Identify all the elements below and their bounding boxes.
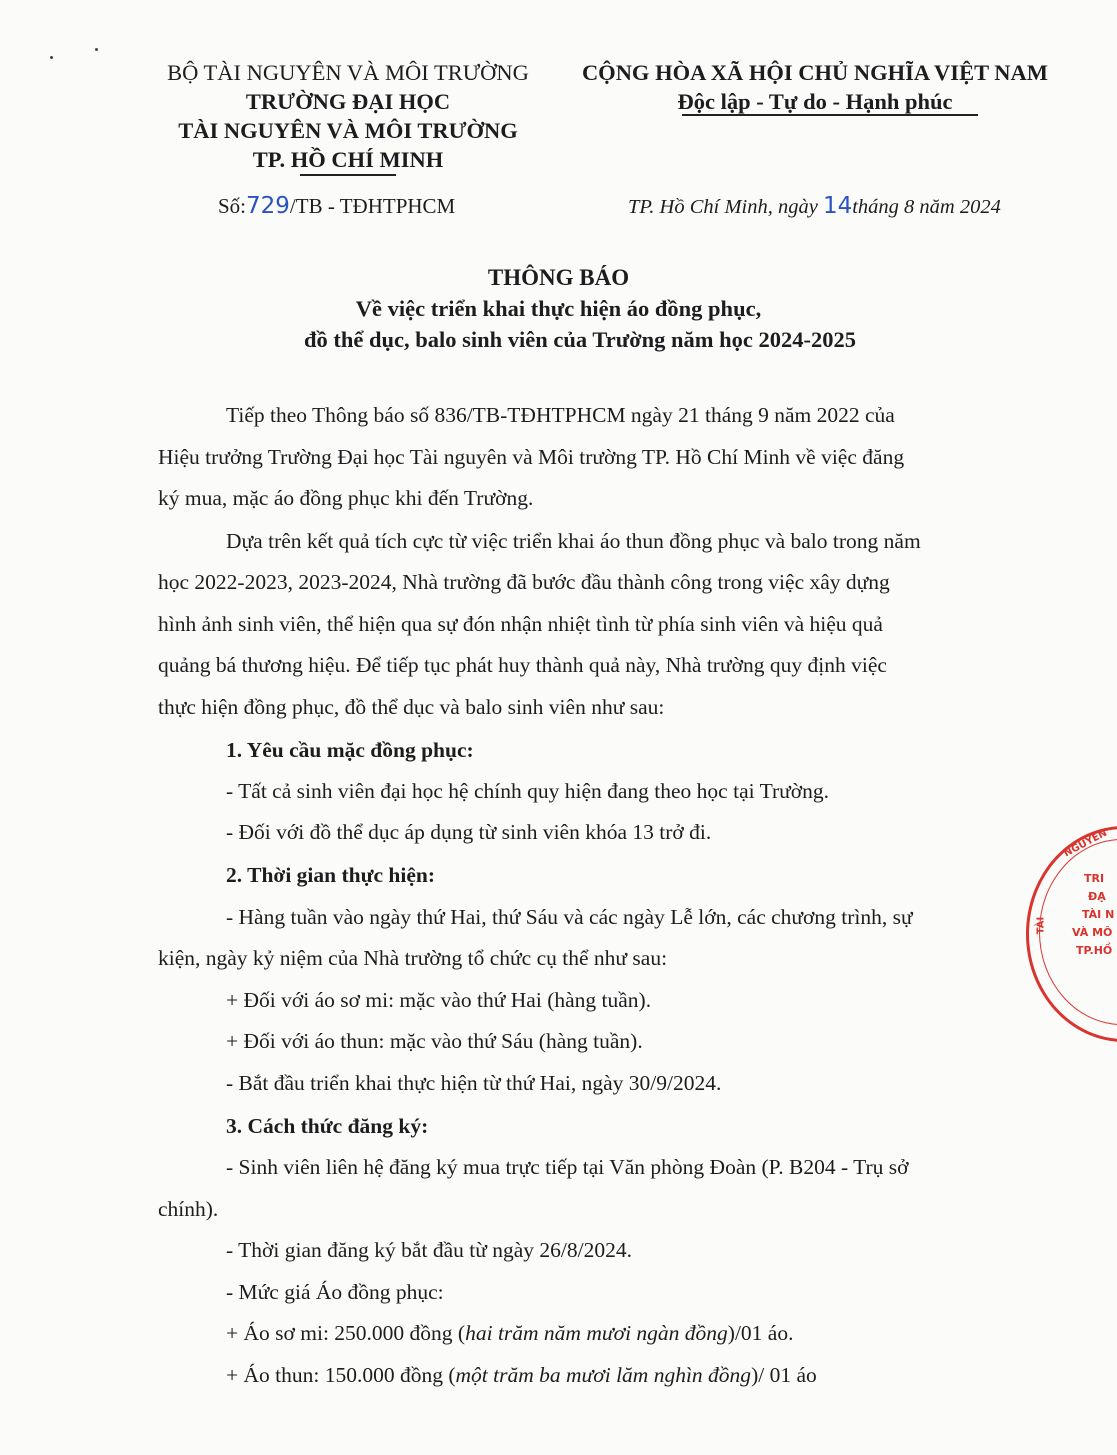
speck <box>95 48 98 51</box>
paragraph2-line3: hình ảnh sinh viên, thể hiện qua sự đón nhận nhiệt tình từ phía sinh viên và hiệu quả <box>158 612 883 636</box>
price-tshirt-post: )/ 01 áo <box>751 1363 817 1387</box>
price-tshirt-pre: + Áo thun: 150.000 đồng ( <box>226 1363 456 1387</box>
paragraph2-line1: Dựa trên kết quả tích cực từ việc triển khai áo thun đồng phục và balo trong năm <box>226 529 921 553</box>
price-shirt-post: )/01 áo. <box>727 1321 794 1345</box>
section2-item-a-line1: - Hàng tuần vào ngày thứ Hai, thứ Sáu và các ngày Lễ lớn, các chương trình, sự <box>226 905 913 929</box>
notice-title: THÔNG BÁO <box>487 265 630 290</box>
school-name-line1: TRƯỜNG ĐẠI HỌC <box>245 89 451 114</box>
paragraph1-line3: ký mua, mặc áo đồng phục khi đến Trường. <box>158 486 534 510</box>
ministry-name: BỘ TÀI NGUYÊN VÀ MÔI TRƯỜNG <box>167 60 529 85</box>
section2-heading: 2. Thời gian thực hiện: <box>226 863 435 887</box>
section1-item-b: - Đối với đồ thể dục áp dụng từ sinh viên khóa 13 trở đi. <box>226 820 712 844</box>
official-stamp <box>1020 820 1117 1050</box>
price-shirt-pre: + Áo sơ mi: 250.000 đồng ( <box>226 1321 466 1345</box>
notice-subtitle-line2: đồ thể dục, balo sinh viên của Trường năm học 2024-2025 <box>303 327 857 352</box>
price-shirt-words: hai trăm năm mươi ngàn đồng <box>465 1321 728 1345</box>
stamp-ring-top: NGUYÊN <box>1062 827 1109 860</box>
section3-heading: 3. Cách thức đăng ký: <box>226 1114 429 1138</box>
section2-item-c: + Đối với áo thun: mặc vào thứ Sáu (hàng tuần). <box>226 1029 643 1053</box>
motto-underline <box>682 114 978 116</box>
section2-item-a-line2: kiện, ngày kỷ niệm của Nhà trường tổ chức cụ thể như sau: <box>158 946 668 970</box>
section3-item-c: - Mức giá Áo đồng phục: <box>226 1280 444 1304</box>
date-suffix: tháng 8 năm 2024 <box>852 196 1001 218</box>
stamp-line2: ĐẠ <box>1088 890 1106 903</box>
notice-subtitle-line1: Về việc triển khai thực hiện áo đồng phục, <box>355 296 762 321</box>
stamp-line4: VÀ MÔ <box>1072 926 1113 939</box>
school-name-line3: TP. HỒ CHÍ MINH <box>252 147 444 172</box>
header-underline-left <box>300 174 396 176</box>
country-name: CỘNG HÒA XÃ HỘI CHỦ NGHĨA VIỆT NAM <box>581 60 1049 85</box>
paragraph1-line2: Hiệu trưởng Trường Đại học Tài nguyên và Môi trường TP. Hồ Chí Minh về việc đăng <box>158 445 905 469</box>
paragraph2-line5: thực hiện đồng phục, đồ thể dục và balo sinh viên như sau: <box>158 695 665 719</box>
document-number <box>218 193 455 219</box>
speck <box>50 56 53 59</box>
school-name-line2: TÀI NGUYÊN VÀ MÔI TRƯỜNG <box>178 118 518 143</box>
stamp-line3: TÀI N <box>1082 908 1115 921</box>
section3-item-d <box>226 1321 793 1346</box>
motto: Độc lập - Tự do - Hạnh phúc <box>677 89 953 114</box>
doc-number-suffix: /TB - TĐHTPHCM <box>289 194 456 218</box>
document-date <box>628 193 1001 219</box>
date-day-handwritten: 14 <box>822 193 853 219</box>
paragraph1-line1: Tiếp theo Thông báo số 836/TB-TĐHTPHCM ngày 21 tháng 9 năm 2022 của <box>226 403 895 427</box>
stamp-ring-left: TÀI <box>1035 916 1047 935</box>
paragraph2-line2: học 2022-2023, 2023-2024, Nhà trường đã bước đầu thành công trong việc xây dựng <box>158 570 890 594</box>
section3-item-e <box>226 1363 817 1388</box>
date-prefix: TP. Hồ Chí Minh, ngày <box>628 196 823 218</box>
doc-number-prefix: Số: <box>218 194 247 218</box>
section3-item-a-line2: chính). <box>158 1197 219 1221</box>
section3-item-b: - Thời gian đăng ký bắt đầu từ ngày 26/8/2024. <box>226 1238 632 1262</box>
stamp-line5: TP.HỒ <box>1076 944 1113 957</box>
section1-item-a: - Tất cả sinh viên đại học hệ chính quy hiện đang theo học tại Trường. <box>226 779 830 803</box>
doc-number-handwritten: 729 <box>246 193 290 219</box>
stamp-line1: TRI <box>1084 872 1105 885</box>
section2-item-d: - Bắt đầu triển khai thực hiện từ thứ Hai, ngày 30/9/2024. <box>226 1071 722 1095</box>
price-tshirt-words: một trăm ba mươi lăm nghìn đồng <box>455 1363 752 1387</box>
section3-item-a-line1: - Sinh viên liên hệ đăng ký mua trực tiếp tại Văn phòng Đoàn (P. B204 - Trụ sở <box>226 1155 909 1179</box>
paragraph2-line4: quảng bá thương hiệu. Để tiếp tục phát huy thành quả này, Nhà trường quy định việc <box>158 653 887 677</box>
section1-heading: 1. Yêu cầu mặc đồng phục: <box>226 738 474 762</box>
section2-item-b: + Đối với áo sơ mi: mặc vào thứ Hai (hàng tuần). <box>226 988 652 1012</box>
